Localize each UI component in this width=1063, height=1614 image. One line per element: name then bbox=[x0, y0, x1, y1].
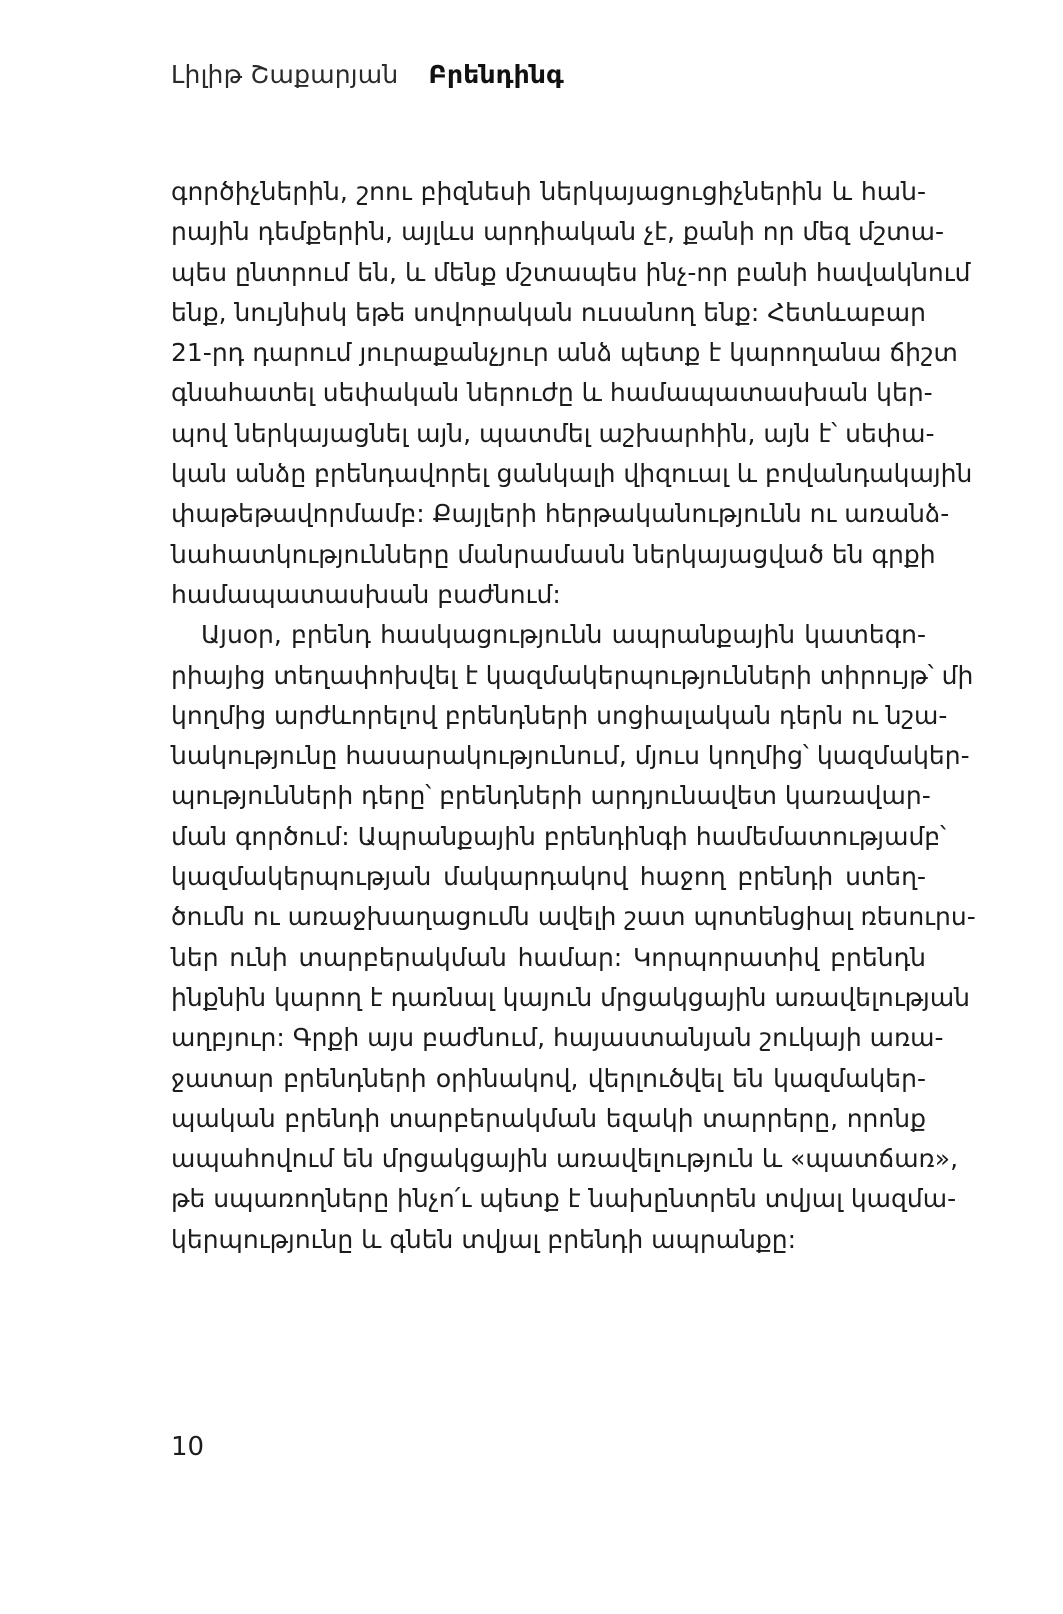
text-line: կազմակերպության մակարդակով հաջող բրենդի ստեղ- bbox=[171, 862, 926, 892]
text-line: նահատկությունները մանրամասն ներկայացված են գրքի bbox=[171, 539, 936, 569]
page-footer bbox=[171, 1432, 204, 1462]
text-line: րիայից տեղափոխվել է կազմակերպությունների տիրույթ՝ մի bbox=[171, 660, 974, 690]
text-line: 21-րդ դարում յուրաքանչյուր անձ պետք է կարողանա ճիշտ bbox=[171, 338, 958, 368]
text-line: ենք, նույնիսկ եթե սովորական ուսանող ենք: Հետևաբար bbox=[171, 297, 926, 327]
text-line: ներ ունի տարբերակման համար: Կորպորատիվ բրենդն bbox=[171, 942, 926, 972]
text-line: ծումն ու առաջխաղացումն ավելի շատ պոտենցիալ ռեսուրս- bbox=[171, 902, 976, 932]
text-line: րային դեմքերին, այլևս արդիական չէ, քանի որ մեզ մշտա- bbox=[171, 217, 944, 247]
author-name: Լիլիթ Շաքարյան bbox=[171, 60, 399, 89]
text-line: Այսօր, բրենդ հասկացությունն ապրանքային կատեգո- bbox=[201, 620, 926, 650]
text-line: գործիչներին, շոու բիզնեսի ներկայացուցիչներին և հան- bbox=[171, 177, 926, 206]
text-line: նակությունը հասարակությունում, մյուս կողմից՝ կազմակեր- bbox=[171, 741, 970, 771]
text-line: կերպությունը և գնեն տվյալ բրենդի ապրանքը: bbox=[171, 1224, 797, 1254]
running-header bbox=[171, 60, 926, 89]
body-text bbox=[171, 172, 976, 1260]
text-line: համապատասխան բաժնում: bbox=[171, 579, 561, 609]
text-line: ջատար բրենդների օրինակով, վերլուծվել են կազմակեր- bbox=[171, 1063, 926, 1093]
text-line: պով ներկայացնել այն, պատմել աշխարհին, այն է՝ սեփա- bbox=[171, 418, 935, 448]
text-line: պական բրենդի տարբերակման եզակի տարրերը, որոնք bbox=[171, 1103, 926, 1133]
book-title: Բրենդինգ bbox=[428, 60, 564, 89]
text-line: թե սպառողները ինչո՛ւ պետք է նախընտրեն տվյալ կազմա- bbox=[171, 1184, 957, 1214]
text-line: ման գործում: Ապրանքային բրենդինգի համեմատությամբ՝ bbox=[171, 821, 947, 851]
text-line: ապահովում են մրցակցային առավելություն և «պատճառ», bbox=[171, 1144, 959, 1174]
text-line: գնահատել սեփական ներուժը և համապատասխան կեր- bbox=[171, 378, 933, 408]
text-line: կան անձը բրենդավորել ցանկալի վիզուալ և բովանդակային bbox=[171, 459, 973, 489]
text-line: պես ընտրում են, և մենք մշտապես ինչ-որ բանի հավակնում bbox=[171, 257, 971, 287]
text-line: կողմից արժևորելով բրենդների սոցիալական դերն ու նշա- bbox=[171, 700, 948, 730]
text-line: ինքնին կարող է դառնալ կայուն մրցակցային առավելության bbox=[171, 982, 971, 1012]
page-number: 10 bbox=[171, 1432, 205, 1462]
text-line: աղբյուր: Գրքի այս բաժնում, հայաստանյան շուկայի առա- bbox=[171, 1023, 944, 1053]
text-line: պությունների դերը՝ բրենդների արդյունավետ կառավար- bbox=[171, 781, 931, 811]
text-line: փաթեթավորմամբ: Քայլերի հերթականությունն ու առանձ- bbox=[171, 499, 950, 529]
